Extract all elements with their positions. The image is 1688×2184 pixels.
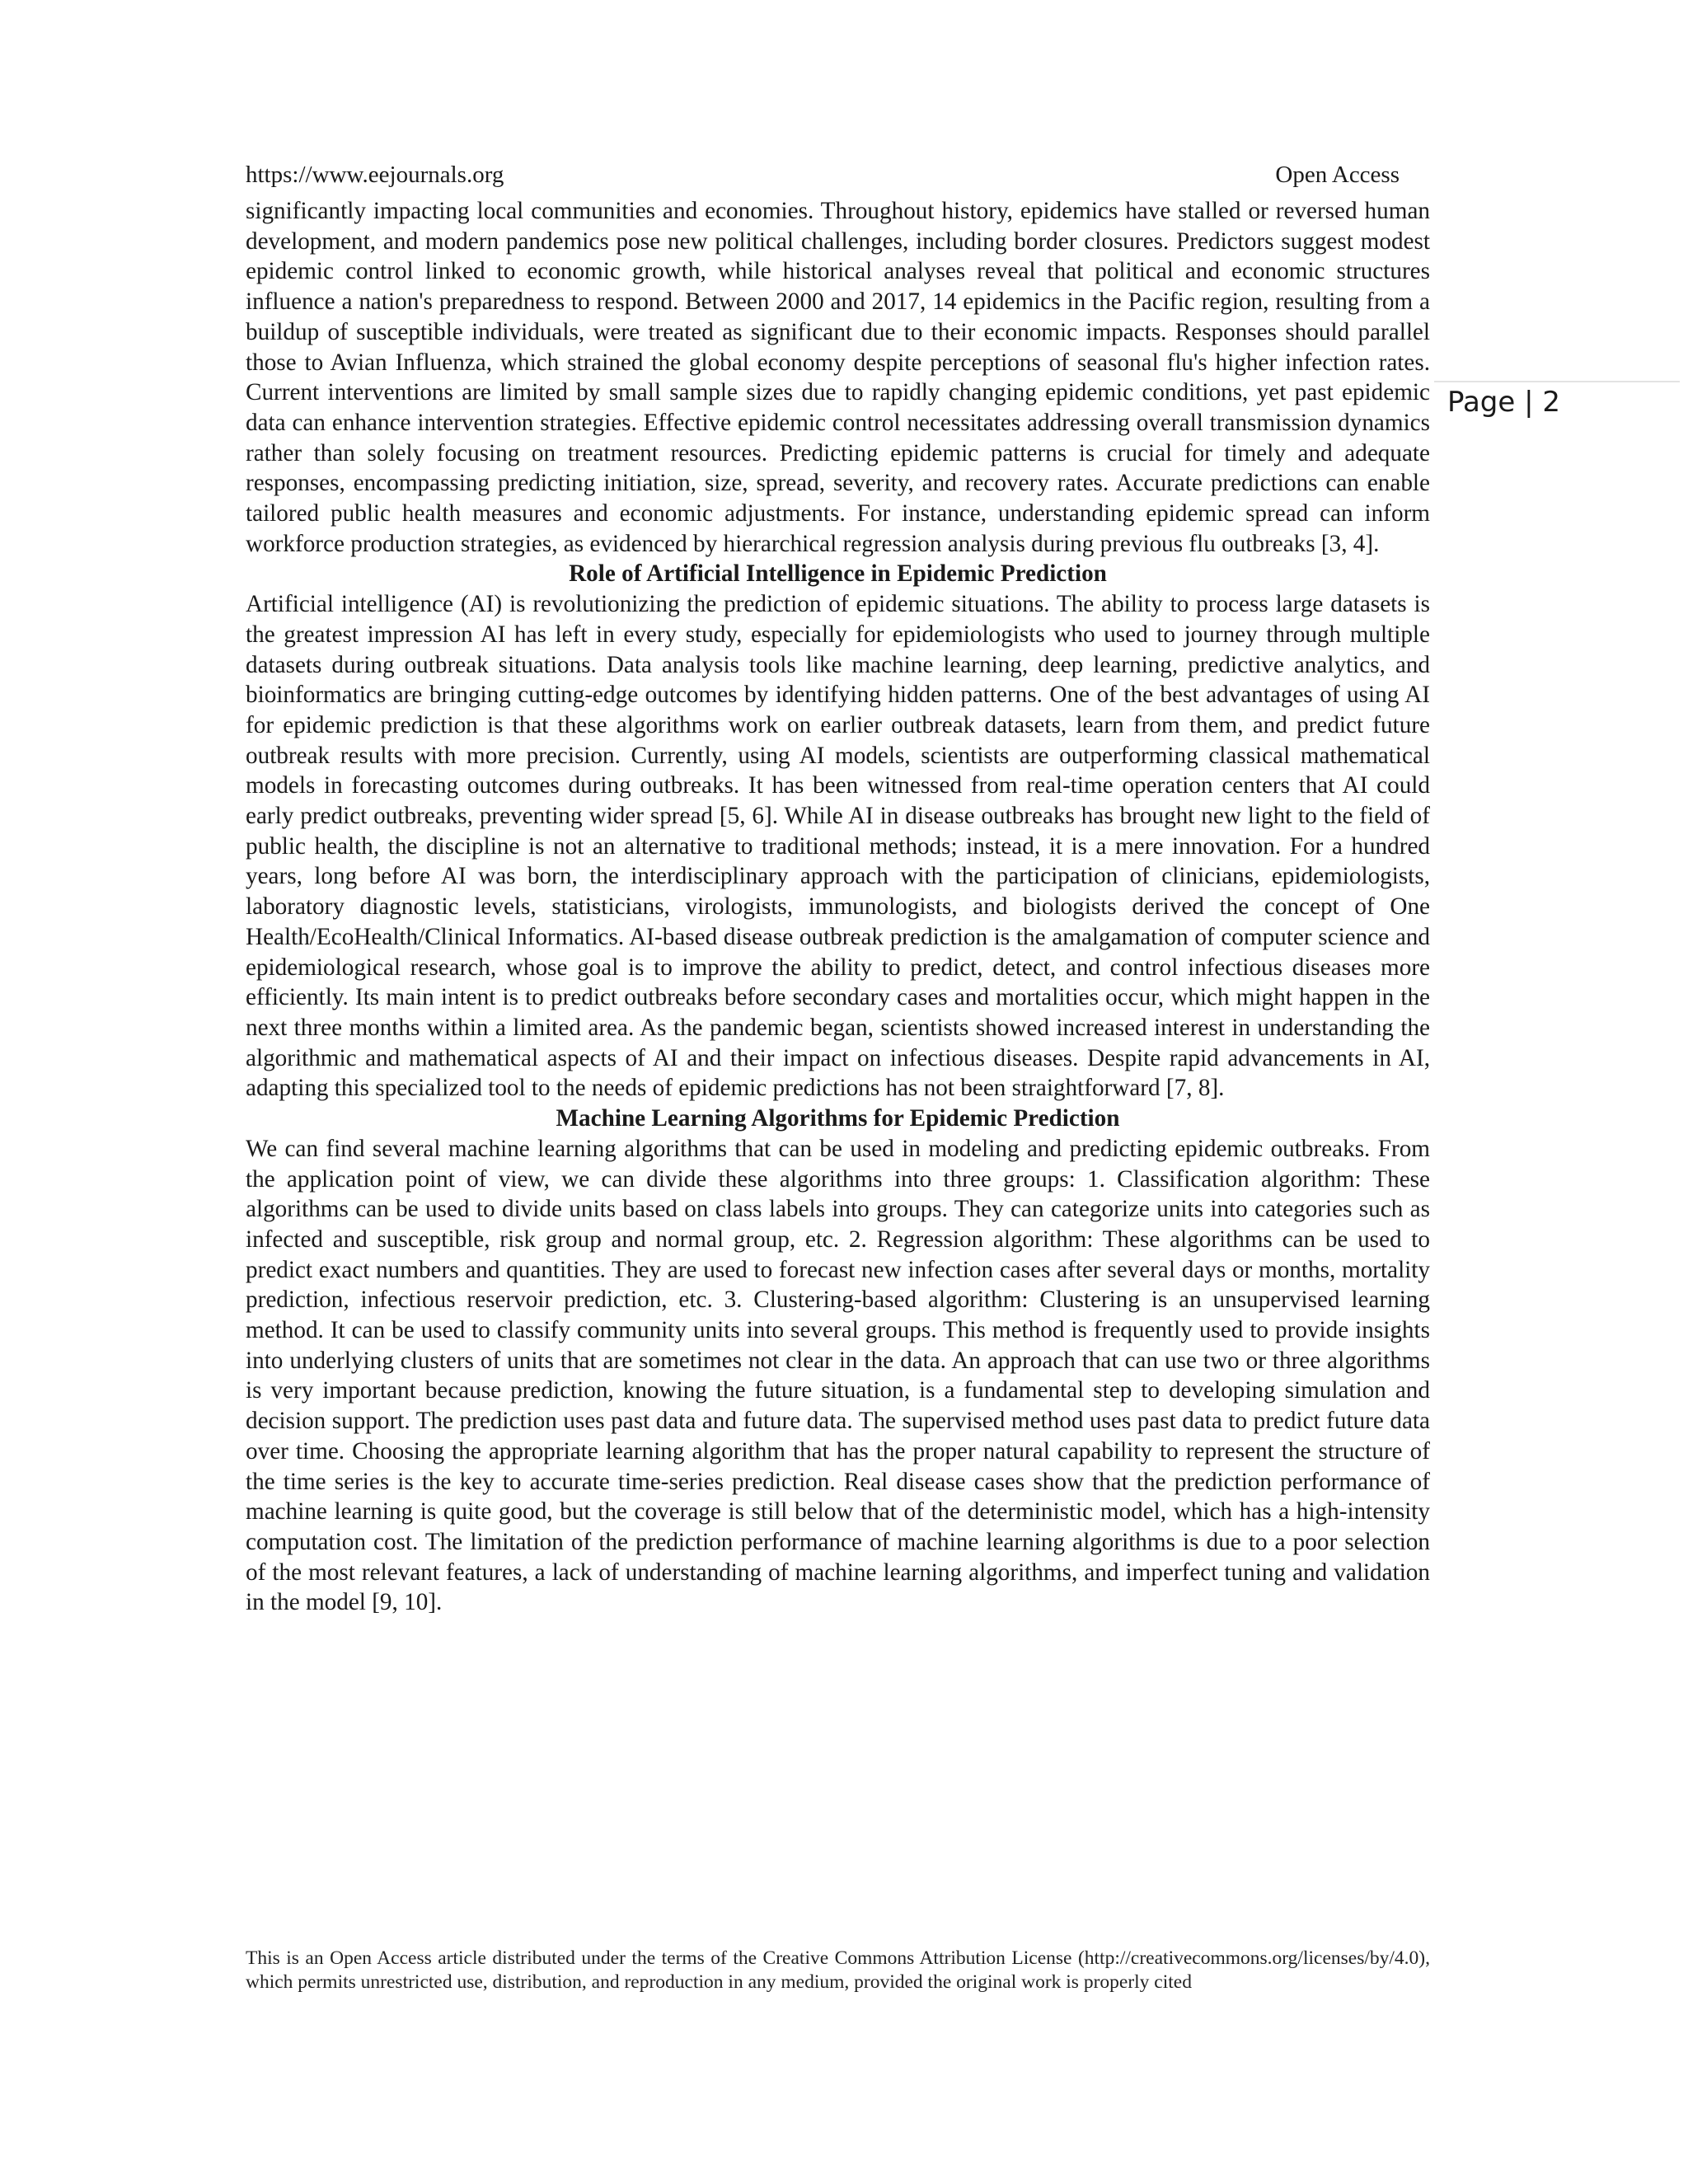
ai-role-paragraph: Artificial intelligence (AI) is revolutionizing the prediction of epidemic situations. The ability to process large datasets is the greatest impression AI has left in every study, especially for epidemiologists who used to journey through multiple datasets during outbreak situations. Data analysis tools like machine learning, deep learning, predictive analytics, and bioinformatics are bringing cutting-edge outcomes by identifying hidden patterns. One of the best advantages of using AI for epidemic prediction is that these algorithms work on earlier outbreak datasets, learn from them, and predict future outbreak results with more precision. Currently, using AI models, scientists are outperforming classical mathematical models in forecasting outcomes during outbreaks. It has been witnessed from real-time operation centers that AI could early predict outbreaks, preventing wider spread [5, 6]. While AI in disease outbreaks has brought new light to the field of public health, the discipline is not an alternative to traditional methods; instead, it is a mere innovation. For a hundred years, long before AI was born, the interdisciplinary approach with the participation of clinicians, epidemiologists, laboratory diagnostic levels, statisticians, virologists, immunologists, and biologists derived the concept of One Health/EcoHealth/Clinical Informatics. AI-based disease outbreak prediction is the amalgamation of computer science and epidemiological research, whose goal is to improve the ability to predict, detect, and control infectious diseases more efficiently. Its main intent is to predict outbreaks before secondary cases and mortalities occur, which might happen in the next three months within a limited area. As the pandemic began, scientists showed increased interest in understanding the algorithmic and mathematical aspects of AI and their impact on infectious diseases. Despite rapid advancements in AI, adapting this specialized tool to the needs of epidemic predictions has not been straightforward [7, 8]. <box>246 591 1430 1102</box>
license-footer: This is an Open Access article distributed under the terms of the Creative Commons Attribution License (http://creativecommons.org/licenses/by/4.0), which permits unrestricted use, distribution, and reproduction in any medium, provided the original work is properly cited <box>246 1947 1430 1993</box>
article-body <box>246 196 1430 1618</box>
page-header <box>246 157 1400 193</box>
journal-url: https://www.eejournals.org <box>246 162 504 188</box>
page-number: Page | 2 <box>1447 386 1561 419</box>
page-number-divider <box>1434 381 1680 382</box>
section-heading-ml-algorithms: Machine Learning Algorithms for Epidemic Prediction <box>556 1105 1120 1132</box>
open-access-label: Open Access <box>1275 162 1400 188</box>
intro-paragraph: significantly impacting local communities and economies. Throughout history, epidemics have stalled or reversed human development, and modern pandemics pose new political challenges, including border closures. Predictors suggest modest epidemic control linked to economic growth, while historical analyses reveal that political and economic structures influence a nation's preparedness to respond. Between 2000 and 2017, 14 epidemics in the Pacific region, resulting from a buildup of susceptible individuals, were treated as significant due to their economic impacts. Responses should parallel those to Avian Influenza, which strained the global economy despite perceptions of seasonal flu's higher infection rates. Current interventions are limited by small sample sizes due to rapidly changing epidemic conditions, yet past epidemic data can enhance intervention strategies. Effective epidemic control necessitates addressing overall transmission dynamics rather than solely focusing on treatment resources. Predicting epidemic patterns is crucial for timely and adequate responses, encompassing predicting initiation, size, spread, severity, and recovery rates. Accurate predictions can enable tailored public health measures and economic adjustments. For instance, understanding epidemic spread can inform workforce production strategies, as evidenced by hierarchical regression analysis during previous flu outbreaks [3, 4]. <box>246 198 1430 557</box>
ml-algorithms-paragraph: We can find several machine learning algorithms that can be used in modeling and predicting epidemic outbreaks. From the application point of view, we can divide these algorithms into three groups: 1. Classification algorithm: These algorithms can be used to divide units based on class labels into groups. They can categorize units into categories such as infected and susceptible, risk group and normal group, etc. 2. Regression algorithm: These algorithms can be used to predict exact numbers and quantities. They are used to forecast new infection cases after several days or months, mortality prediction, infectious reservoir prediction, etc. 3. Clustering-based algorithm: Clustering is an unsupervised learning method. It can be used to classify community units into several groups. This method is frequently used to provide insights into underlying clusters of units that are sometimes not clear in the data. An approach that can use two or three algorithms is very important because prediction, knowing the future situation, is a fundamental step to developing simulation and decision support. The prediction uses past data and future data. The supervised method uses past data to predict future data over time. Choosing the appropriate learning algorithm that has the proper natural capability to represent the structure of the time series is the key to accurate time-series prediction. Real disease cases show that the prediction performance of machine learning is quite good, but the coverage is still below that of the deterministic model, which has a high-intensity computation cost. The limitation of the prediction performance of machine learning algorithms is due to a poor selection of the most relevant features, a lack of understanding of machine learning algorithms, and imperfect tuning and validation in the model [9, 10]. <box>246 1135 1430 1616</box>
section-heading-ai-role: Role of Artificial Intelligence in Epidemic Prediction <box>569 560 1107 588</box>
